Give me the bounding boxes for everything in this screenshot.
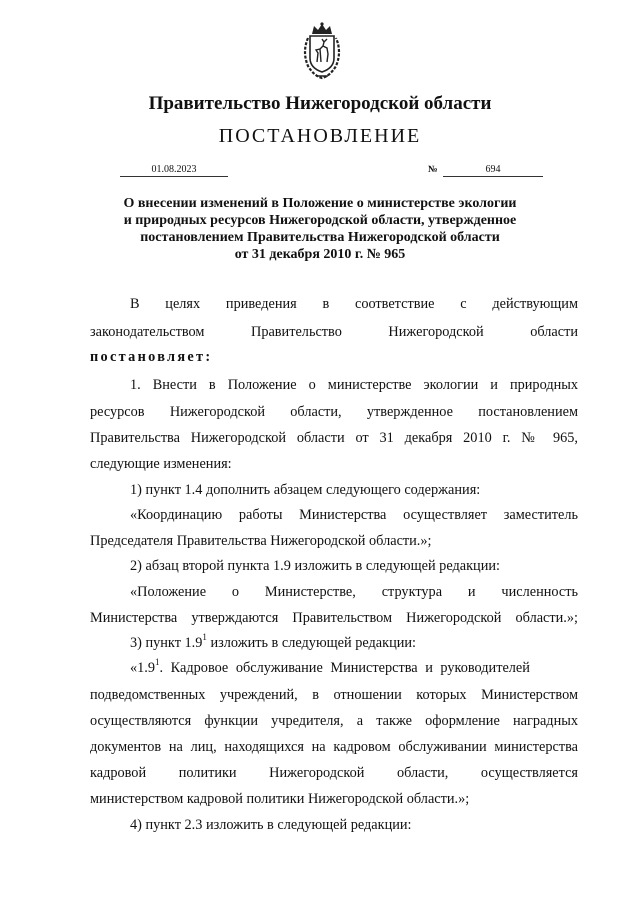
number-label: №	[428, 165, 438, 175]
body-line: кадровой политики Нижегородской области, осуществляется	[90, 765, 578, 781]
postanovlyaet: постановляет:	[90, 349, 213, 365]
body-line: законодательством Правительство Нижегородской области	[90, 324, 578, 340]
body-line: Председателя Правительства Нижегородской области.»;	[90, 533, 432, 549]
body-text: «1.9	[130, 660, 156, 676]
superscript: 1	[155, 657, 160, 667]
body-line: Министерства утверждаются Правительством Нижегородской области.»;	[90, 610, 578, 626]
body-line: «Положение о Министерстве, структура и численность	[130, 584, 578, 600]
superscript: 1	[202, 632, 207, 642]
body-line: 4) пункт 2.3 изложить в следующей редакции:	[130, 817, 412, 833]
heading-line: О внесении изменений в Положение о министерстве экологии	[123, 196, 517, 211]
body-text: 3) пункт 1.9	[130, 635, 203, 651]
body-line: 2) абзац второй пункта 1.9 изложить в следующей редакции:	[130, 558, 500, 574]
body-line: В целях приведения в соответствие с действующим	[130, 296, 578, 312]
body-line: подведомственных учреждений, в отношении которых Министерством	[90, 687, 578, 703]
heading-line: от 31 декабря 2010 г. № 965	[234, 247, 406, 262]
body-line	[130, 632, 578, 652]
body-line: следующие изменения:	[90, 456, 232, 472]
body-line: ресурсов Нижегородской области, утвержденное постановлением	[90, 404, 578, 420]
body-line: 1) пункт 1.4 дополнить абзацем следующего содержания:	[130, 482, 481, 498]
document-date: 01.08.2023	[120, 163, 228, 177]
body-line: документов на лиц, находящихся на кадровом обслуживании министерства	[90, 739, 578, 755]
body-line	[130, 657, 578, 677]
nizhny-novgorod-coat-of-arms-icon	[300, 22, 344, 80]
document-type: ПОСТАНОВЛЕНИЕ	[218, 125, 422, 147]
body-line: Правительства Нижегородской области от 31 декабря 2010 г. № 965,	[90, 430, 578, 446]
document-number: 694	[443, 163, 543, 177]
government-name: Правительство Нижегородской области	[148, 93, 492, 114]
document-heading	[100, 195, 540, 263]
body-text: . Кадровое обслуживание Министерства и руководителей	[159, 660, 530, 676]
body-line: осуществляются функции учредителя, а также оформление наградных	[90, 713, 578, 729]
body-line: «Координацию работы Министерства осуществляет заместитель	[130, 507, 578, 523]
body-line: министерством кадровой политики Нижегородской области.»;	[90, 791, 470, 807]
body-text: изложить в следующей редакции:	[206, 635, 417, 651]
body-line: 1. Внести в Положение о министерстве экологии и природных	[130, 377, 578, 393]
heading-line: постановлением Правительства Нижегородской области	[140, 230, 500, 245]
heading-line: и природных ресурсов Нижегородской области, утвержденное	[123, 213, 517, 228]
